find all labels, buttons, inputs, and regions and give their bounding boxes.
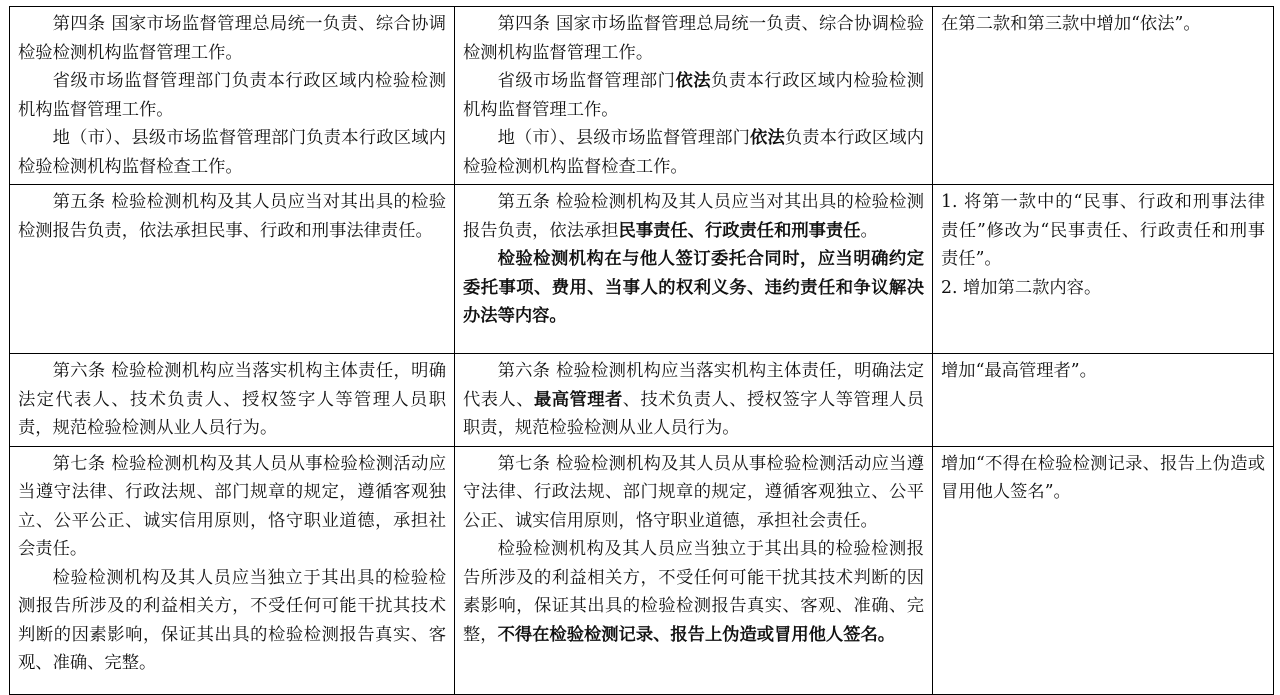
added-text: 最高管理者 <box>534 389 623 410</box>
paragraph <box>463 188 924 245</box>
paragraph: 第七条 检验检测机构及其人员从事检验检测活动应当遵守法律、行政法规、部门规章的规定，遵循客观独立、公平公正、诚实信用原则，恪守职业道德，承担社会责任。 <box>463 453 924 531</box>
added-text: 依法 <box>750 128 785 148</box>
table-row <box>10 7 1274 185</box>
revised-text-cell <box>455 446 933 694</box>
comparison-table <box>9 6 1274 695</box>
change-note-cell <box>933 354 1274 447</box>
paragraph: 第七条 检验检测机构及其人员从事检验检测活动应当遵守法律、行政法规、部门规章的规定，遵循客观独立、公平公正、诚实信用原则，恪守职业道德，承担社会责任。 <box>18 453 446 559</box>
paragraph <box>463 535 924 649</box>
table-row <box>10 354 1274 447</box>
paragraph <box>463 67 924 124</box>
paragraph <box>463 245 924 331</box>
table-row <box>10 446 1274 694</box>
unchanged-text: 第五条 检验检测机构及其人员应当对其出具的检验检测报告负责，依法承担 <box>463 192 924 241</box>
original-text-cell <box>10 7 455 185</box>
note-line: 1. 将第一款中的“民事、行政和刑事法律责任”修改为“民事责任、行政责任和刑事责任”。 <box>941 192 1265 269</box>
added-text: 检验检测机构在与他人签订委托合同时，应当明确约定委托事项、费用、当事人的权利义务、违约责任和争议解决办法等内容 <box>463 249 924 326</box>
change-note-cell <box>933 446 1274 694</box>
unchanged-text: 检验检测机构及其人员应当独立于其出具的检验检测报告所涉及的利益相关方，不受任何可能干扰其技术判断的因素影响，保证其出具的检验检测报告真实、客观、准确、完整， <box>463 539 924 645</box>
paragraph: 第五条 检验检测机构及其人员应当对其出具的检验检测报告负责，依法承担民事、行政和刑事法律责任。 <box>18 192 446 241</box>
paragraph: 地（市）、县级市场监督管理部门负责本行政区域内检验检测机构监督检查工作。 <box>18 128 446 177</box>
added-text: 不得在检验检测记录、报告上伪造或冒用他人签名 <box>497 624 878 645</box>
unchanged-text: 第六条 检验检测机构应当落实机构主体责任，明确法定代表人、 <box>463 361 924 410</box>
unchanged-text: 负责本行政区域内检验检测机构监督管理工作。 <box>463 71 924 120</box>
original-text-cell <box>10 446 455 694</box>
unchanged-text: 地（市）、县级市场监督管理部门 <box>497 128 751 148</box>
note-line: 在第二款和第三款中增加“依法”。 <box>941 14 1201 34</box>
paragraph <box>463 124 924 181</box>
note-line: 增加“不得在检验检测记录、报告上伪造或冒用他人签名”。 <box>941 453 1265 502</box>
note-line: 2. 增加第二款内容。 <box>941 277 1102 298</box>
paragraph: 检验检测机构及其人员应当独立于其出具的检验检测报告所涉及的利益相关方，不受任何可能干扰其技术判断的因素影响，保证其出具的检验检测报告真实、客观、准确、完整。 <box>18 567 446 673</box>
original-text-cell <box>10 185 455 354</box>
added-text: 。 <box>877 624 896 645</box>
unchanged-text: 负责本行政区域内检验检测机构监督检查工作。 <box>463 128 924 177</box>
paragraph <box>463 357 924 443</box>
unchanged-text: 省级市场监督管理部门 <box>497 71 676 91</box>
revised-text-cell <box>455 354 933 447</box>
note-line: 增加“最高管理者”。 <box>941 361 1097 381</box>
paragraph: 第四条 国家市场监督管理总局统一负责、综合协调检验检测机构监督管理工作。 <box>463 14 924 63</box>
unchanged-text: 、技术负责人、授权签字人等管理人员职责，规范检验检测从业人员行为。 <box>463 389 924 438</box>
revised-text-cell <box>455 185 933 354</box>
added-text: 。 <box>549 306 567 326</box>
change-note-cell <box>933 7 1274 185</box>
added-text: 民事责任、行政责任和刑事责任 <box>618 220 861 241</box>
paragraph: 第四条 国家市场监督管理总局统一负责、综合协调检验检测机构监督管理工作。 <box>18 14 446 63</box>
table-row <box>10 185 1274 354</box>
comparison-document <box>9 6 1273 682</box>
revised-text-cell <box>455 7 933 185</box>
unchanged-text: 。 <box>860 220 878 241</box>
paragraph: 省级市场监督管理部门负责本行政区域内检验检测机构监督管理工作。 <box>18 71 446 120</box>
added-text: 依法 <box>675 71 712 91</box>
change-note-cell <box>933 185 1274 354</box>
paragraph: 第六条 检验检测机构应当落实机构主体责任，明确法定代表人、技术负责人、授权签字人等管理人员职责，规范检验检测从业人员行为。 <box>18 361 446 438</box>
original-text-cell <box>10 354 455 447</box>
